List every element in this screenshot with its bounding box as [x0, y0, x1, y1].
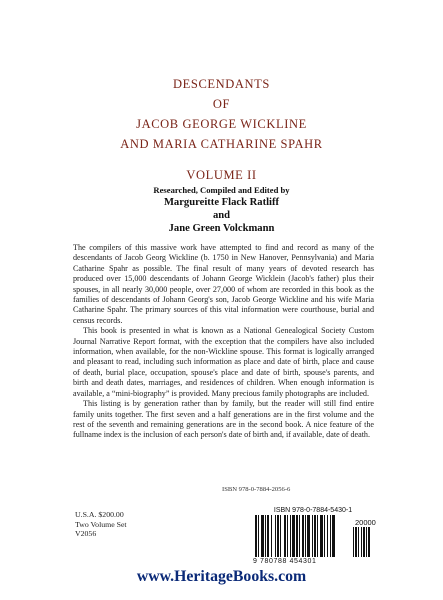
price-block [75, 510, 127, 539]
barcode-bar [275, 515, 276, 557]
description-paragraph-1: The compilers of this massive work have attempted to find and record as many of the descendants of Jacob Georg Wickline (b. 1750 in New Hanover, Pennsylvania) and Maria Catharine Spahr as possible. The final result of many years of devoted research has produced over 15,000 descendants of Johann George Wicklein (Jacob's father) plus their spouses, in all nearly 30,000 people, over 27,000 of whom are recorded in this book as the families of descendants of Johann Georg's son, Jacob George Wickline and his wife Maria Catharine Spahr. The primary sources of this vital information were courthouse, burial and census records. [73, 243, 374, 325]
volume-label: VOLUME II [186, 168, 257, 182]
barcode-bar [317, 515, 318, 557]
barcode-bar [265, 515, 266, 557]
barcode-addon-bar [355, 527, 357, 557]
description-text [73, 243, 374, 441]
barcode-bar [305, 515, 306, 557]
barcode-bar [314, 515, 316, 557]
title-line-3: JACOB GEORGE WICKLINE [136, 117, 307, 131]
barcode-bar [267, 515, 269, 557]
price-line: U.S.A. $200.00 [75, 510, 124, 519]
barcode-bar [330, 515, 331, 557]
credits-and: and [212, 210, 231, 221]
title-block [0, 74, 443, 183]
credits-block [0, 185, 443, 235]
barcode-bar [258, 515, 259, 557]
barcode-bar [287, 515, 288, 557]
barcode-bar [261, 515, 264, 557]
barcode-bar [307, 515, 310, 557]
barcode-bar [299, 515, 300, 557]
title-line-4: AND MARIA CATHARINE SPAHR [120, 137, 323, 151]
barcode-price-code: 20000 [355, 518, 376, 527]
barcode-bar [277, 515, 279, 557]
description-paragraph-2: This book is presented in what is known as a National Genealogical Society Custom Journal Narrative Report format, with the exception that the compilers have also included information, when available, for the non-Wickline spouse. This format is logically arranged and pleasant to read, including such information as place and date of birth, place and cause of death, burial place, occupation, spouse's place and date of birth, spouse's parents, and birth and death dates, marriages, and residences of children. When enough information is available, a “mini-biography” is provided. Many precious family photographs are included. [73, 326, 374, 398]
set-line: Two Volume Set [75, 519, 127, 529]
barcode-bar [302, 515, 304, 557]
barcode-addon-bar [361, 527, 362, 557]
product-code: V2056 [75, 529, 97, 539]
barcode-bar [255, 515, 257, 557]
barcode-bar [332, 515, 335, 557]
barcode-bar [312, 515, 313, 557]
title-line-2: OF [212, 97, 231, 111]
author-1: Margureitte Flack Ratliff [163, 197, 280, 208]
barcode-addon-bar [353, 527, 354, 557]
title-line-1: DESCENDANTS [173, 77, 270, 91]
barcode [253, 507, 376, 571]
barcode-addon-bar [358, 527, 359, 557]
credits-role: Researched, Compiled and Edited by [153, 185, 290, 195]
barcode-bar [327, 515, 328, 557]
barcode-bar [296, 515, 298, 557]
barcode-bar [271, 515, 272, 557]
barcode-bar [290, 515, 291, 557]
barcode-addon-bar [366, 527, 367, 557]
author-2: Jane Green Volckmann [168, 223, 275, 234]
barcode-isbn-label: ISBN 978-0-7884-5430-1 [273, 507, 353, 514]
barcode-digits: 9 780788 454301 [253, 558, 317, 565]
barcode-bar [280, 515, 281, 557]
barcode-addon-bar [363, 527, 365, 557]
isbn-text: ISBN 978-0-7884-2056-6 [222, 486, 291, 493]
barcode-bar [292, 515, 295, 557]
barcode-bar [324, 515, 325, 557]
description-paragraph-3: This listing is by generation rather than by family, but the reader will still find entire family units together. The first seven and a half generations are in the first volume and the rest of the seventh and remaining generations are in the second book. A nice feature of the fullname index is the inclusion of each person's date of birth and, if available, date of death. [73, 399, 374, 440]
website-url[interactable]: www.HeritageBooks.com [136, 568, 307, 585]
barcode-bar [320, 515, 323, 557]
barcode-addon-bar [368, 527, 370, 557]
barcode-bar [284, 515, 286, 557]
